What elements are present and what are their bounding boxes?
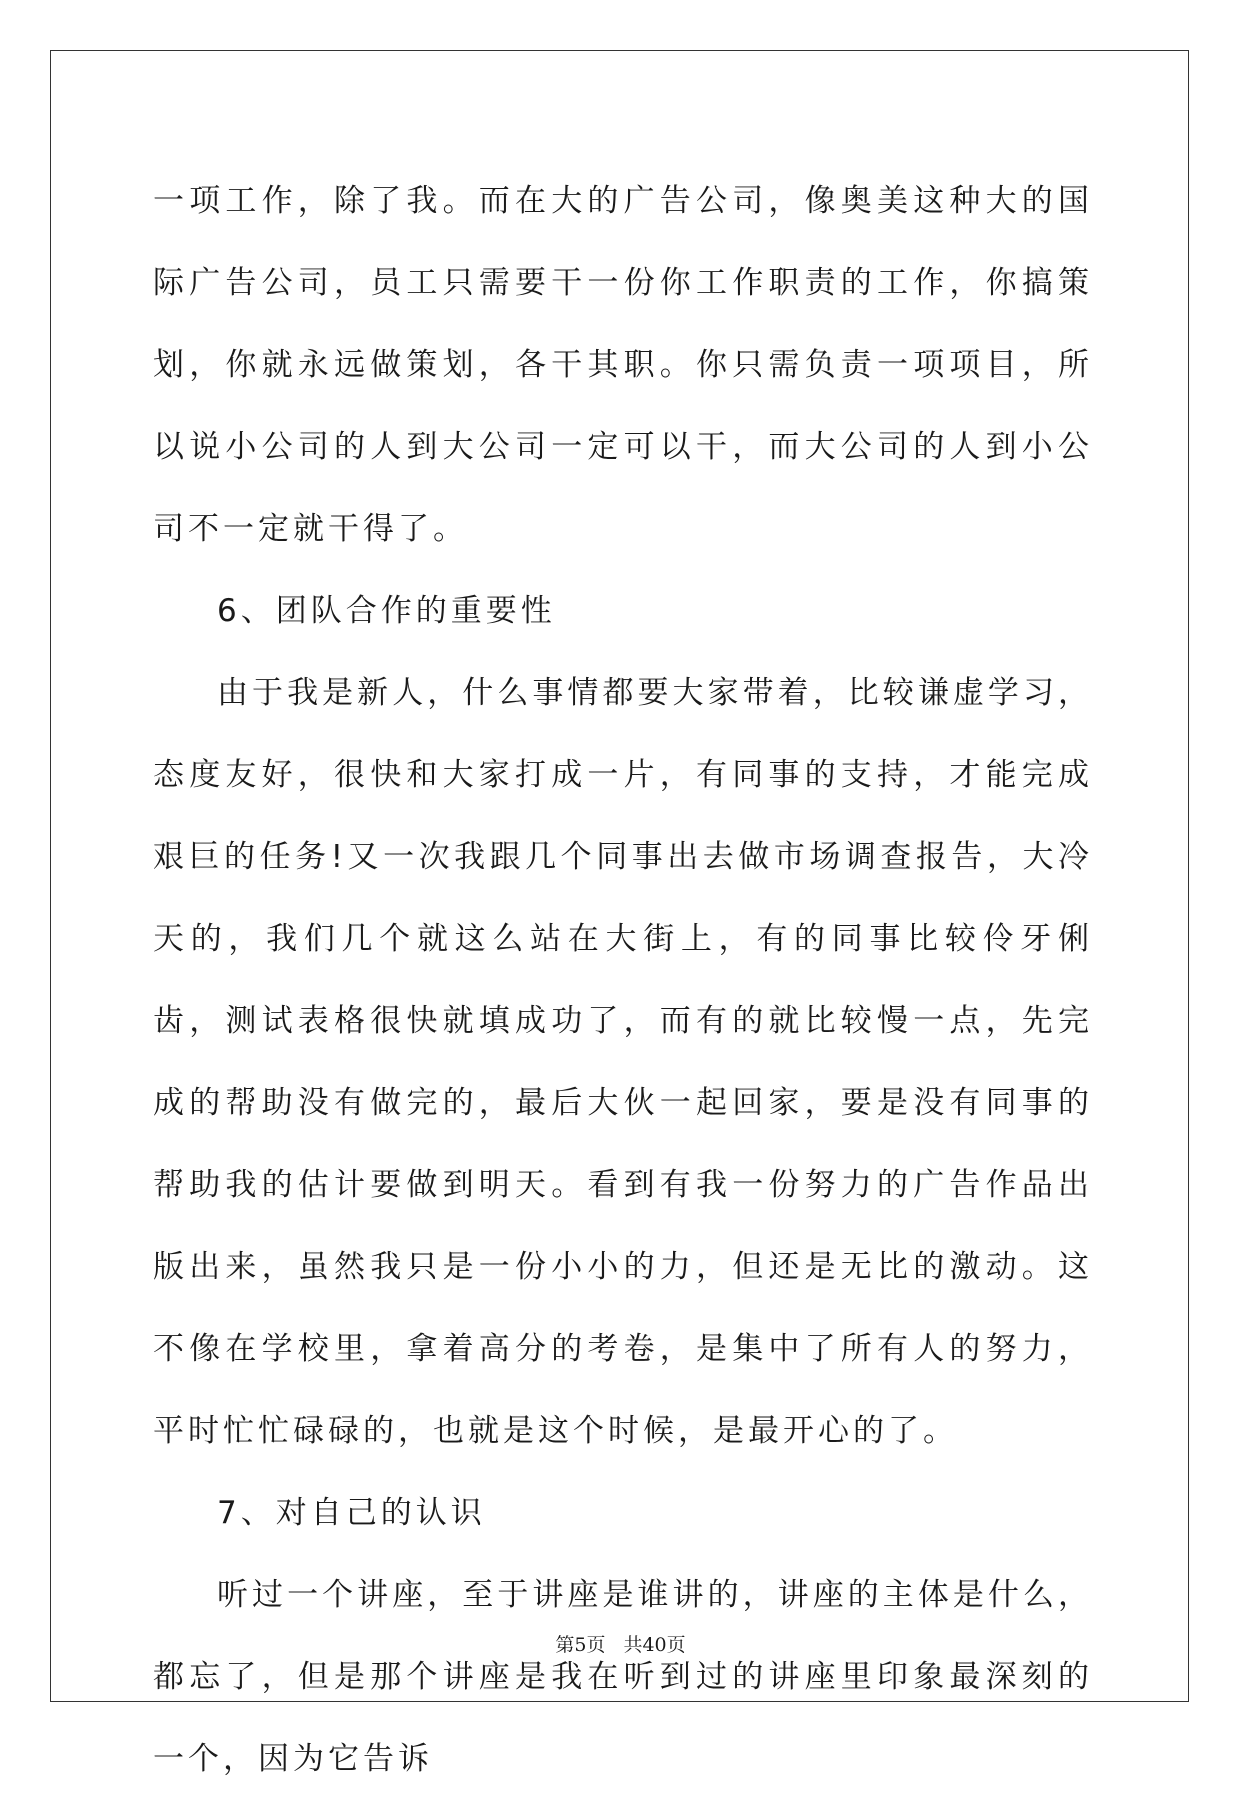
paragraph-3: 听过一个讲座，至于讲座是谁讲的，讲座的主体是什么，都忘了，但是那个讲座是我在听到过的讲座里印象最深刻的一个，因为它告诉 (153, 1577, 1093, 1777)
page-number: 第5页 (555, 1634, 606, 1656)
section-heading-7: 7、对自己的认识 (217, 1495, 486, 1531)
section-heading-6: 6、团队合作的重要性 (217, 593, 556, 629)
page-footer (0, 1630, 1241, 1657)
page-total: 共40页 (623, 1634, 686, 1656)
document-body (153, 160, 1093, 1800)
paragraph-2: 由于我是新人，什么事情都要大家带着，比较谦虚学习，态度友好，很快和大家打成一片，有同事的支持，才能完成艰巨的任务!又一次我跟几个同事出去做市场调查报告，大冷天的，我们几个就这么站在大街上，有的同事比较伶牙俐齿，测试表格很快就填成功了，而有的就比较慢一点，先完成的帮助没有做完的，最后大伙一起回家，要是没有同事的帮助我的估计要做到明天。看到有我一份努力的广告作品出版出来，虽然我只是一份小小的力，但还是无比的激动。这不像在学校里，拿着高分的考卷，是集中了所有人的努力，平时忙忙碌碌的，也就是这个时候，是最开心的了。 (153, 675, 1093, 1449)
paragraph-1: 一项工作，除了我。而在大的广告公司，像奥美这种大的国际广告公司，员工只需要干一份你工作职责的工作，你搞策划，你就永远做策划，各干其职。你只需负责一项项目，所以说小公司的人到大公司一定可以干，而大公司的人到小公司不一定就干得了。 (153, 183, 1093, 547)
